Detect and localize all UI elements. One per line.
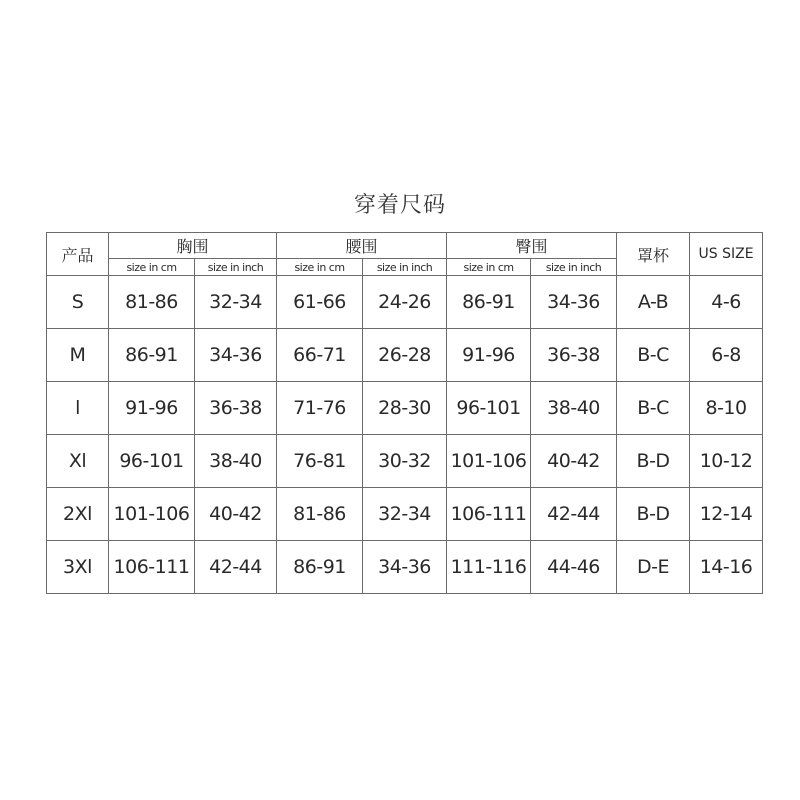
cell-waist-inch: 34-36 (363, 541, 447, 594)
cell-size: 2Xl (47, 488, 109, 541)
cell-waist-inch: 28-30 (363, 382, 447, 435)
table-row (47, 329, 763, 382)
cell-hip-inch: 34-36 (531, 276, 617, 329)
cell-hip-cm: 96-101 (447, 382, 531, 435)
header-hip: 臀围 (447, 233, 617, 259)
cell-bust-inch: 34-36 (195, 329, 277, 382)
header-hip-cm: size in cm (447, 259, 531, 276)
size-chart-table (46, 232, 763, 594)
cell-size: l (47, 382, 109, 435)
cell-bust-cm: 101-106 (109, 488, 195, 541)
header-bust: 胸围 (109, 233, 277, 259)
cell-hip-cm: 91-96 (447, 329, 531, 382)
cell-bust-cm: 91-96 (109, 382, 195, 435)
cell-hip-inch: 42-44 (531, 488, 617, 541)
cell-bust-inch: 42-44 (195, 541, 277, 594)
header-cup: 罩杯 (617, 233, 690, 276)
cell-cup: A-B (617, 276, 690, 329)
cell-us-size: 8-10 (690, 382, 763, 435)
cell-us-size: 12-14 (690, 488, 763, 541)
cell-size: S (47, 276, 109, 329)
cell-hip-inch: 40-42 (531, 435, 617, 488)
header-row-main (47, 233, 763, 259)
cell-waist-inch: 24-26 (363, 276, 447, 329)
cell-waist-cm: 61-66 (277, 276, 363, 329)
header-waist: 腰围 (277, 233, 447, 259)
cell-waist-cm: 66-71 (277, 329, 363, 382)
cell-size: Xl (47, 435, 109, 488)
cell-hip-cm: 86-91 (447, 276, 531, 329)
table-row (47, 382, 763, 435)
cell-waist-cm: 81-86 (277, 488, 363, 541)
table-row (47, 488, 763, 541)
header-hip-inch: size in inch (531, 259, 617, 276)
cell-hip-inch: 36-38 (531, 329, 617, 382)
header-waist-cm: size in cm (277, 259, 363, 276)
cell-us-size: 4-6 (690, 276, 763, 329)
cell-bust-inch: 40-42 (195, 488, 277, 541)
cell-us-size: 10-12 (690, 435, 763, 488)
cell-waist-inch: 30-32 (363, 435, 447, 488)
cell-bust-inch: 38-40 (195, 435, 277, 488)
cell-cup: D-E (617, 541, 690, 594)
cell-bust-inch: 32-34 (195, 276, 277, 329)
cell-hip-cm: 101-106 (447, 435, 531, 488)
cell-bust-cm: 96-101 (109, 435, 195, 488)
cell-cup: B-C (617, 382, 690, 435)
header-bust-cm: size in cm (109, 259, 195, 276)
cell-waist-cm: 86-91 (277, 541, 363, 594)
cell-cup: B-D (617, 488, 690, 541)
cell-size: 3Xl (47, 541, 109, 594)
cell-size: M (47, 329, 109, 382)
cell-bust-inch: 36-38 (195, 382, 277, 435)
cell-us-size: 6-8 (690, 329, 763, 382)
table-row (47, 541, 763, 594)
table-row (47, 435, 763, 488)
header-product: 产品 (47, 233, 109, 276)
cell-waist-inch: 26-28 (363, 329, 447, 382)
cell-bust-cm: 106-111 (109, 541, 195, 594)
cell-us-size: 14-16 (690, 541, 763, 594)
cell-bust-cm: 81-86 (109, 276, 195, 329)
cell-hip-inch: 38-40 (531, 382, 617, 435)
page-title: 穿着尺码 (353, 193, 446, 218)
cell-waist-cm: 71-76 (277, 382, 363, 435)
header-bust-inch: size in inch (195, 259, 277, 276)
cell-hip-cm: 111-116 (447, 541, 531, 594)
cell-waist-cm: 76-81 (277, 435, 363, 488)
cell-hip-inch: 44-46 (531, 541, 617, 594)
header-us-size: US SIZE (690, 233, 763, 276)
cell-cup: B-D (617, 435, 690, 488)
header-waist-inch: size in inch (363, 259, 447, 276)
cell-hip-cm: 106-111 (447, 488, 531, 541)
cell-bust-cm: 86-91 (109, 329, 195, 382)
table-row (47, 276, 763, 329)
cell-cup: B-C (617, 329, 690, 382)
cell-waist-inch: 32-34 (363, 488, 447, 541)
